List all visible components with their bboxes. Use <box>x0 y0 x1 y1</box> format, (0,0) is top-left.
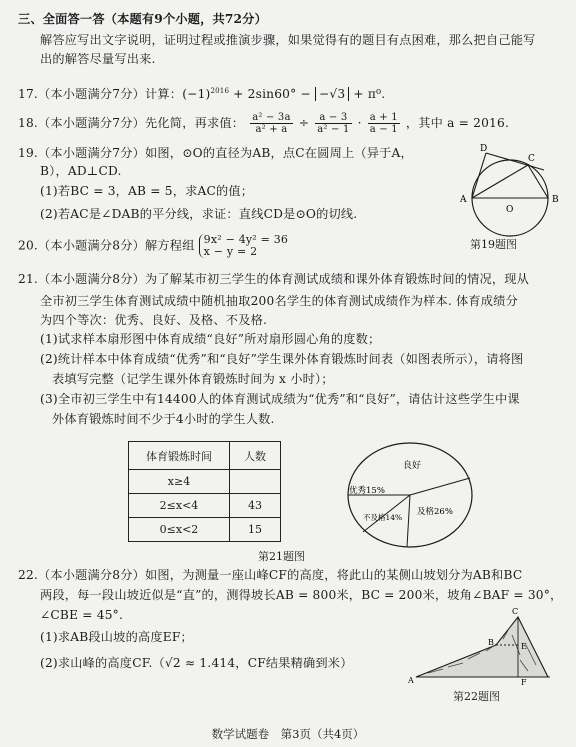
question-21-part-1: (1)试求样本扇形图中体育成绩“良好”所对扇形圆心角的度数； <box>40 332 381 346</box>
label-b: B <box>488 638 494 647</box>
q21-caption: 第21题图 <box>258 550 305 563</box>
mountain-shape <box>416 617 548 677</box>
line-cd <box>486 153 544 170</box>
instruction-line-2: 出的解答尽量写出来. <box>40 52 156 66</box>
question-22-line-3: ∠CBE = 45°. <box>40 608 124 622</box>
question-21-line-2: 全市初三学生体育测试成绩中随机抽取200名学生的体育测试成绩作为样本. 体育成绩分 <box>40 294 518 308</box>
question-21-part-3b: 外体育锻炼时间不少于4小时的学生人数. <box>52 412 275 426</box>
table-cell: 0≤x<2 <box>129 518 230 542</box>
q22-figure <box>408 605 558 685</box>
table-cell: 2≤x<4 <box>129 494 230 518</box>
pie-label-pass: 及格26% <box>417 507 453 517</box>
question-22-line-2: 两段，每一段山坡近似是“直”的，测得坡长AB = 800米，BC = 200米，坡角∠BAF = 30°， <box>40 588 563 602</box>
question-18: 18.（本小题满分7分）先化简，再求值： $\frac{\text{a² − 3a}}{\text{a² + a}}$ ÷ $\frac{a - 3}{\text{a² − 1}}$ · $\frac{a + 1}{a - 1}$ ，其中 a = 2016. <box>18 112 510 135</box>
table-cell: x≥4 <box>129 470 230 494</box>
table-cell: 43 <box>230 494 281 518</box>
table-header-cell: 人数 <box>230 442 281 470</box>
question-21-part-2b: 表填写完整（记学生课外体育锻炼时间为 x 小时）； <box>52 372 334 386</box>
question-22-part-2: (2)求山峰的高度CF.（√2 ≈ 1.414，CF结果精确到米） <box>40 656 353 670</box>
table-cell: 15 <box>230 518 281 542</box>
pie-slice-border <box>410 478 470 495</box>
label-d: D <box>480 144 488 154</box>
instruction-line-1: 解答应写出文字说明，证明过程或推演步骤，如果觉得有的题目有点困难，那么把自己能写 <box>40 33 536 47</box>
question-19-line-1: 19.（本小题满分7分）如图，⊙O的直径为AB，点C在圆周上（异于A， <box>18 146 413 160</box>
pie-slice-border <box>407 495 410 547</box>
question-19-line-2: B），AD⊥CD. <box>40 164 122 178</box>
pie-label-fail: 不及格14% <box>363 513 403 522</box>
question-21-line-1: 21.（本小题满分8分）为了解某市初三学生的体育测试成绩和课外体育锻炼时间的情况，现从 <box>18 272 530 286</box>
q19-figure <box>458 140 568 230</box>
table-cell <box>230 470 281 494</box>
label-c: C <box>512 607 519 616</box>
section-title: 三、全面答一答（本题有9个小题，共72分） <box>18 12 268 26</box>
label-e: E <box>521 642 527 651</box>
label-a: A <box>460 195 467 205</box>
label-o: O <box>506 205 514 215</box>
table-row <box>129 518 281 542</box>
question-19-part-1: (1)若BC = 3，AB = 5，求AC的值； <box>40 184 254 198</box>
q19-caption: 第19题图 <box>470 238 517 251</box>
table-header-row <box>129 442 281 470</box>
question-21-part-3a: (3)全市初三学生中有14400人的体育测试成绩为“优秀”和“良好”，请估计这些学生中课 <box>40 392 520 406</box>
question-17: 17.（本小题满分7分）计算：$(-1)^{2016} + 2\sin 60^\circ - -√3 + \pi^0$. <box>18 87 386 102</box>
table-header-cell: 体育锻炼时间 <box>129 442 230 470</box>
page-footer: 数学试题卷 第3页（共4页） <box>211 727 365 741</box>
pie-label-excellent: 优秀15% <box>349 486 385 496</box>
q22-caption: 第22题图 <box>453 690 500 703</box>
question-22-line-1: 22.（本小题满分8分）如图，为测量一座山峰CF的高度，将此山的某侧山坡划分为AB和BC <box>18 568 523 582</box>
question-21-part-2a: (2)统计样本中体育成绩“优秀”和“良好”学生课外体育锻炼时间表（如图表所示），请将图 <box>40 352 524 366</box>
question-21-line-3: 为四个等次：优秀、良好、及格、不及格. <box>40 313 268 327</box>
table-row <box>129 494 281 518</box>
question-19-part-2: (2)若AC是∠DAB的平分线，求证：直线CD是⊙O的切线. <box>40 207 358 221</box>
label-b: B <box>552 195 559 205</box>
table-row <box>129 470 281 494</box>
question-22-part-1: (1)求AB段山坡的高度EF； <box>40 630 193 644</box>
label-a: A <box>408 676 414 685</box>
chord-cb <box>528 165 548 198</box>
label-f: F <box>521 678 527 687</box>
question-20: 20.（本小题满分8分）解方程组 9x² − 4y² = 36 x − y = 2 <box>18 233 289 258</box>
label-c: C <box>528 154 535 164</box>
exercise-time-table <box>128 441 281 542</box>
pie-label-good: 良好 <box>403 461 422 471</box>
pie-chart <box>345 440 485 550</box>
